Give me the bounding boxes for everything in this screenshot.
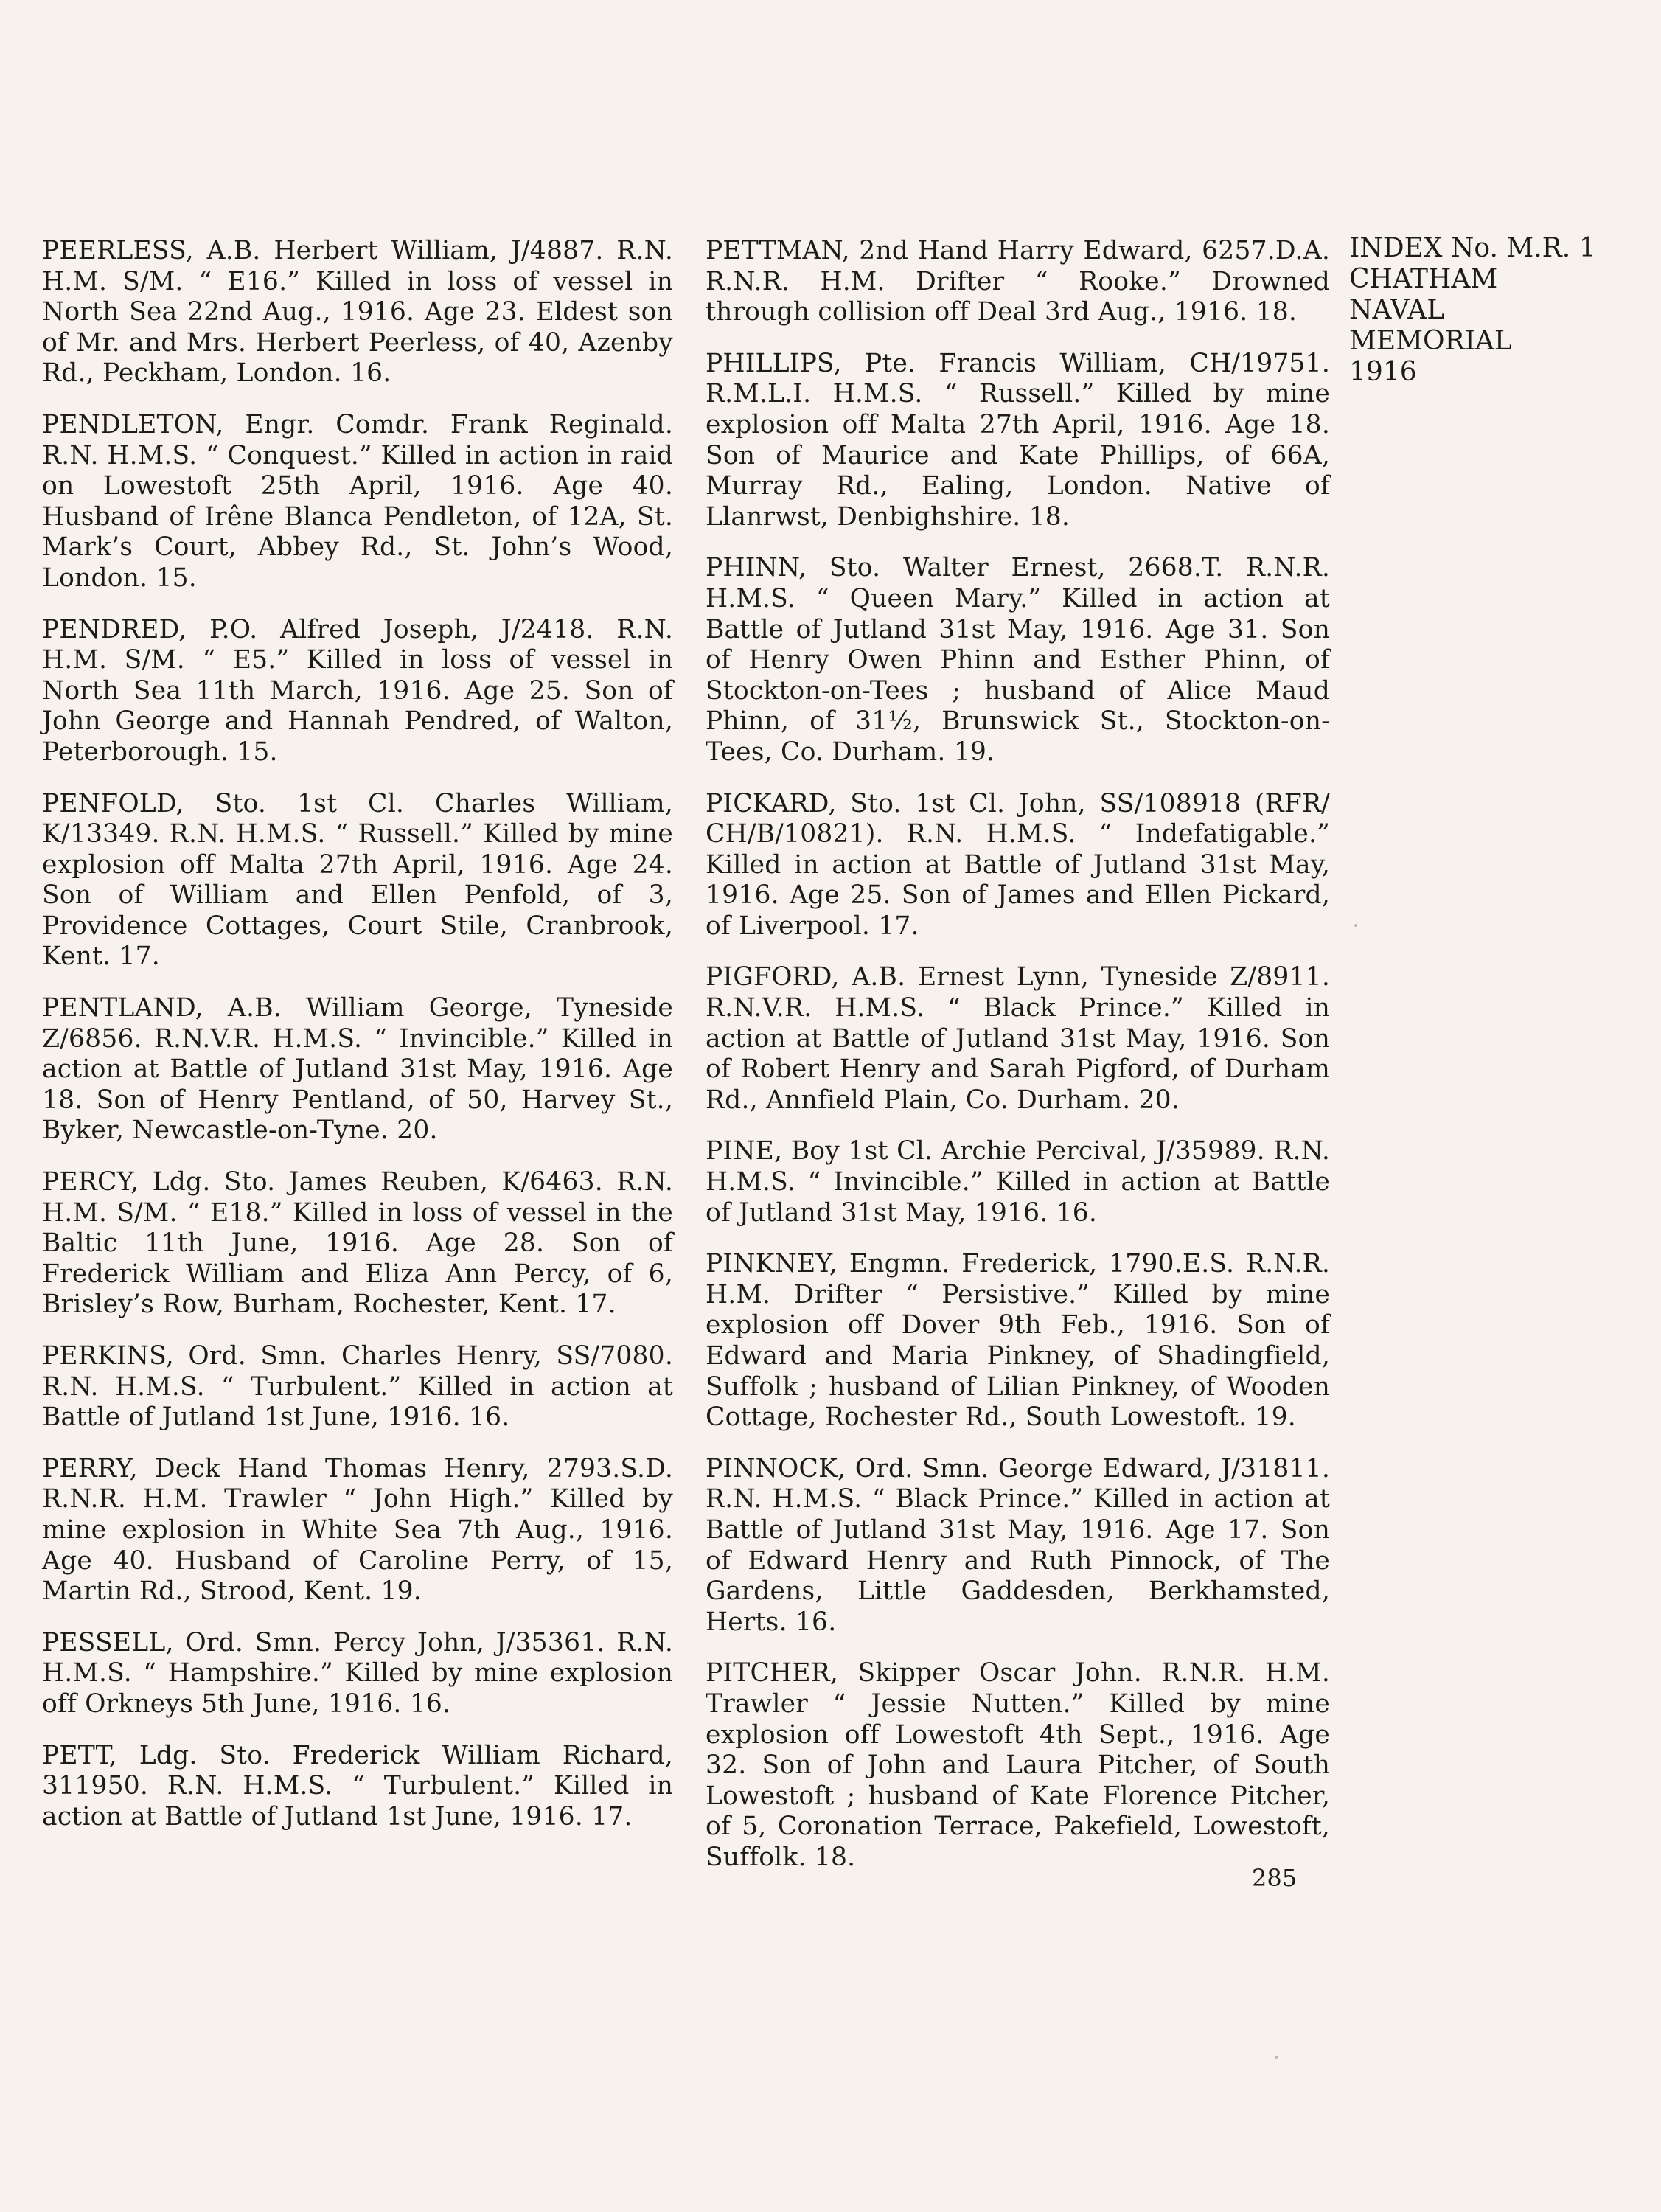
memorial-title-line: NAVAL xyxy=(1349,295,1445,325)
memorial-entry: PESSELL, Ord. Smn. Percy John, J/35361. R.N. H.M.S. “ Hampshire.” Killed by mine explosion off Orkneys 5th June, 1916. 16. xyxy=(42,1627,673,1719)
paper-spot xyxy=(1354,924,1357,927)
memorial-entry: PINKNEY, Engmn. Frederick, 1790.E.S. R.N.R. H.M. Drifter “ Persistive.” Killed by mine explosion off Dover 9th Feb., 1916. Son of Edward and Maria Pinkney, of Shadingfield, Suffolk ; husband of Lilian Pinkney, of Wooden Cottage, Rochester Rd., South Lowestoft. 19. xyxy=(706,1249,1330,1433)
memorial-entry: PENTLAND, A.B. William George, Tyneside Z/6856. R.N.V.R. H.M.S. “ Invincible.” Killed in action at Battle of Jutland 31st May, 1916. Age 18. Son of Henry Pentland, of 50, Harvey St., Byker, Newcastle-on-Tyne. 20. xyxy=(42,993,673,1146)
memorial-entry: PICKARD, Sto. 1st Cl. John, SS/108918 (RFR/ CH/B/10821). R.N. H.M.S. “ Indefatigable.” Killed in action at Battle of Jutland 31st May, 1916. Age 25. Son of James and Ellen Pickard, of Liverpool. 17. xyxy=(706,788,1330,941)
memorial-entry: PITCHER, Skipper Oscar John. R.N.R. H.M. Trawler “ Jessie Nutten.” Killed by mine explosion off Lowestoft 4th Sept., 1916. Age 32. Son of John and Laura Pitcher, of South Lowestoft ; husband of Kate Florence Pitcher, of 5, Coronation Terrace, Pakefield, Lowestoft, Suffolk. 18. xyxy=(706,1658,1330,1872)
memorial-entry: PINE, Boy 1st Cl. Archie Percival, J/35989. R.N. H.M.S. “ Invincible.” Killed in action at Battle of Jutland 31st May, 1916. 16. xyxy=(706,1136,1330,1228)
memorial-entry: PERRY, Deck Hand Thomas Henry, 2793.S.D. R.N.R. H.M. Trawler “ John High.” Killed by mine explosion in White Sea 7th Aug., 1916. Age 40. Husband of Caroline Perry, of 15, Martin Rd., Strood, Kent. 19. xyxy=(42,1453,673,1607)
memorial-title-line: MEMORIAL xyxy=(1349,326,1512,356)
memorial-entry: PIGFORD, A.B. Ernest Lynn, Tyneside Z/8911. R.N.V.R. H.M.S. “ Black Prince.” Killed in action at Battle of Jutland 31st May, 1916. Son of Robert Henry and Sarah Pigford, of Durham Rd., Annfield Plain, Co. Durham. 20. xyxy=(706,962,1330,1115)
memorial-entry: PERCY, Ldg. Sto. James Reuben, K/6463. R.N. H.M. S/M. “ E18.” Killed in loss of vessel in the Baltic 11th June, 1916. Age 28. Son of Frederick William and Eliza Ann Percy, of 6, Brisley’s Row, Burham, Rochester, Kent. 17. xyxy=(42,1167,673,1320)
memorial-year: 1916 xyxy=(1349,357,1417,387)
memorial-index-header xyxy=(1349,233,1644,388)
middle-column xyxy=(706,236,1330,1894)
memorial-entry: PENDRED, P.O. Alfred Joseph, J/2418. R.N. H.M. S/M. “ E5.” Killed in loss of vessel in North Sea 11th March, 1916. Age 25. Son of John George and Hannah Pendred, of Walton, Peterborough. 15. xyxy=(42,614,673,767)
memorial-entry: PERKINS, Ord. Smn. Charles Henry, SS/7080. R.N. H.M.S. “ Turbulent.” Killed in action at Battle of Jutland 1st June, 1916. 16. xyxy=(42,1341,673,1433)
paper-spot xyxy=(1275,2056,1278,2059)
memorial-entry: PHINN, Sto. Walter Ernest, 2668.T. R.N.R. H.M.S. “ Queen Mary.” Killed in action at Battle of Jutland 31st May, 1916. Age 31. Son of Henry Owen Phinn and Esther Phinn, of Stockton-on-Tees ; husband of Alice Maud Phinn, of 31½, Brunswick St., Stockton-on-Tees, Co. Durham. 19. xyxy=(706,553,1330,767)
memorial-title-line: CHATHAM xyxy=(1349,264,1498,294)
memorial-entry: PEERLESS, A.B. Herbert William, J/4887. R.N. H.M. S/M. “ E16.” Killed in loss of vessel in North Sea 22nd Aug., 1916. Age 23. Eldest son of Mr. and Mrs. Herbert Peerless, of 40, Azenby Rd., Peckham, London. 16. xyxy=(42,236,673,389)
memorial-entry: PENFOLD, Sto. 1st Cl. Charles William, K/13349. R.N. H.M.S. “ Russell.” Killed by mine explosion off Malta 27th April, 1916. Age 24. Son of William and Ellen Penfold, of 3, Providence Cottages, Court Stile, Cranbrook, Kent. 17. xyxy=(42,788,673,972)
memorial-entry: PENDLETON, Engr. Comdr. Frank Reginald. R.N. H.M.S. “ Conquest.” Killed in action in raid on Lowestoft 25th April, 1916. Age 40. Husband of Irêne Blanca Pendleton, of 12A, St. Mark’s Court, Abbey Rd., St. John’s Wood, London. 15. xyxy=(42,409,673,593)
page-number: 285 xyxy=(1252,1864,1298,1892)
memorial-entry: PHILLIPS, Pte. Francis William, CH/19751. R.M.L.I. H.M.S. “ Russell.” Killed by mine explosion off Malta 27th April, 1916. Age 18. Son of Maurice and Kate Phillips, of 66A, Murray Rd., Ealing, London. Native of Llanrwst, Denbighshire. 18. xyxy=(706,348,1330,532)
memorial-entry: PINNOCK, Ord. Smn. George Edward, J/31811. R.N. H.M.S. “ Black Prince.” Killed in action at Battle of Jutland 31st May, 1916. Age 17. Son of Edward Henry and Ruth Pinnock, of The Gardens, Little Gaddesden, Berkhamsted, Herts. 16. xyxy=(706,1453,1330,1637)
index-number: INDEX No. M.R. 1 xyxy=(1349,233,1596,263)
memorial-entry: PETT, Ldg. Sto. Frederick William Richard, 311950. R.N. H.M.S. “ Turbulent.” Killed in action at Battle of Jutland 1st June, 1916. 17. xyxy=(42,1740,673,1832)
left-column xyxy=(42,236,673,1853)
memorial-entry: PETTMAN, 2nd Hand Harry Edward, 6257.D.A. R.N.R. H.M. Drifter “ Rooke.” Drowned through collision off Deal 3rd Aug., 1916. 18. xyxy=(706,236,1330,327)
